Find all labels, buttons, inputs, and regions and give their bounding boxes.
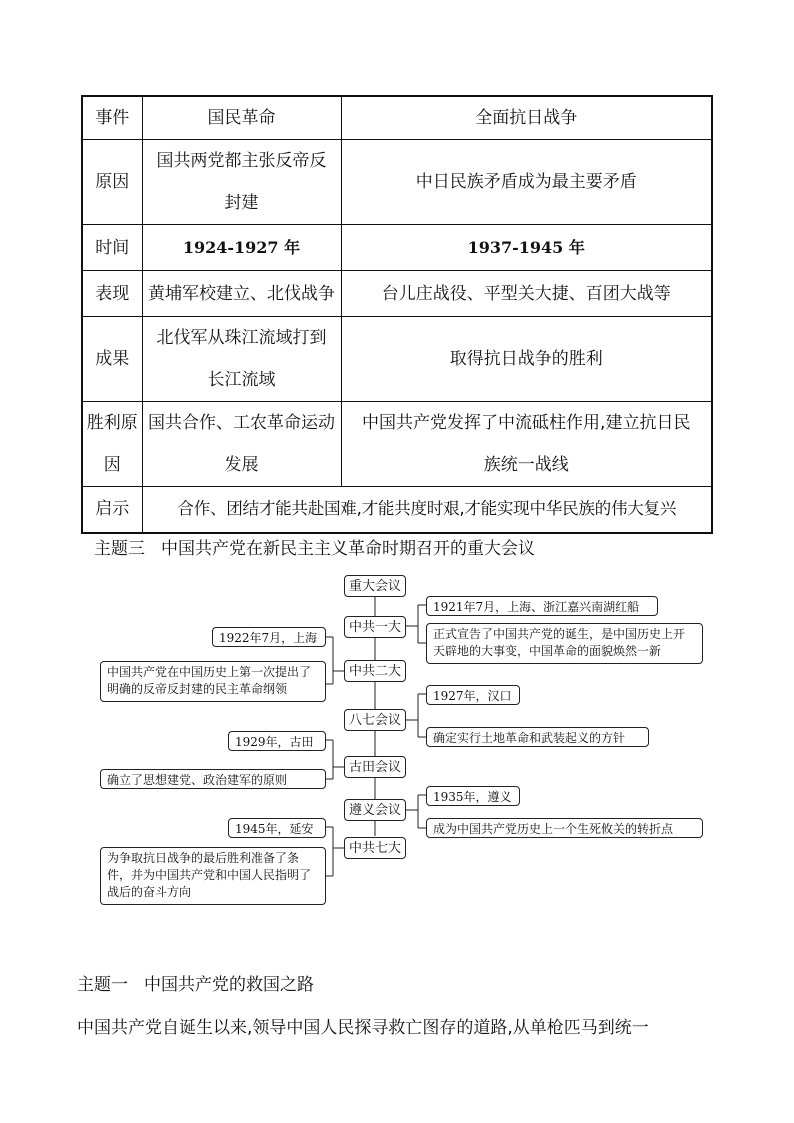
detail-box: 1929年，古田 [228,731,326,751]
topic-title: 中国共产党在新民主主义革命时期召开的重大会议 [161,539,535,559]
table-cell: 1937-1945 年 [341,225,712,271]
detail-box: 1935年，遵义 [426,786,520,806]
table-cell: 台儿庄战役、平型关大捷、百团大战等 [341,271,712,317]
node-erda: 中共二大 [344,660,406,682]
detail-box: 1945年，延安 [228,818,326,838]
cell-line: 国共两党都主张反帝反 [156,151,327,171]
detail-box: 1921年7月，上海、浙江嘉兴南湖红船 [426,596,658,616]
row-label: 时间 [82,225,142,271]
cell-line: 长江流域 [207,370,276,390]
detail-box: 正式宣告了中国共产党的诞生，是中国历史上开天辟地的大事变，中国革命的面貌焕然一新 [426,623,703,664]
topic-label: 主题一 [77,975,128,995]
cell-line: 发展 [224,455,259,475]
detail-box: 为争取抗日战争的最后胜利准备了条件，并为中国共产党和中国人民指明了战后的奋斗方向 [100,847,326,905]
table-cell: 黄埔军校建立、北伐战争 [142,271,341,317]
detail-box: 确立了思想建党、政治建军的原则 [100,769,326,789]
cell-line: 中国共产党发挥了中流砥柱作用,建立抗日民 [362,413,691,433]
topic-label: 主题三 [94,539,145,559]
cell-line: 北伐军从珠江流域打到 [156,328,327,348]
detail-box: 成为中国共产党历史上一个生死攸关的转折点 [426,818,703,838]
header-cell: 事件 [82,96,142,140]
row-label: 成果 [82,317,142,402]
topic-1-heading [77,970,314,995]
header-cell: 全面抗日战争 [341,96,712,140]
detail-box: 确定实行土地革命和武装起义的方针 [426,727,649,747]
root-node: 重大会议 [344,575,406,597]
cell-line: 国共合作、工农革命运动 [148,413,335,433]
table-cell: 1924-1927 年 [142,225,341,271]
table-cell: 合作、团结才能共赴国难,才能共度时艰,才能实现中华民族的伟大复兴 [142,487,712,533]
row-label: 启示 [82,487,142,533]
detail-box: 中国共产党在中国历史上第一次提出了明确的反帝反封建的民主革命纲领 [100,661,326,702]
table-cell: 中日民族矛盾成为最主要矛盾 [341,140,712,225]
body-paragraph: 中国共产党自诞生以来,领导中国人民探寻救亡图存的道路,从单枪匹马到统一 [77,1018,649,1038]
cell-line: 胜利原 [86,413,138,433]
table-cell: 取得抗日战争的胜利 [341,317,712,402]
cell-line: 因 [103,455,121,475]
node-baqi: 八七会议 [344,709,406,731]
detail-box: 1927年，汉口 [426,685,520,705]
node-yida: 中共一大 [344,616,406,638]
detail-box: 1922年7月，上海 [212,627,326,647]
cell-line: 封建 [224,193,259,213]
row-label: 表现 [82,271,142,317]
node-qida: 中共七大 [344,837,406,859]
topic-title: 中国共产党的救国之路 [144,975,314,995]
node-zunyi: 遵义会议 [344,799,406,821]
cell-line: 族统一战线 [483,455,569,475]
node-gutian: 古田会议 [344,756,406,778]
header-cell: 国民革命 [142,96,341,140]
row-label: 原因 [82,140,142,225]
